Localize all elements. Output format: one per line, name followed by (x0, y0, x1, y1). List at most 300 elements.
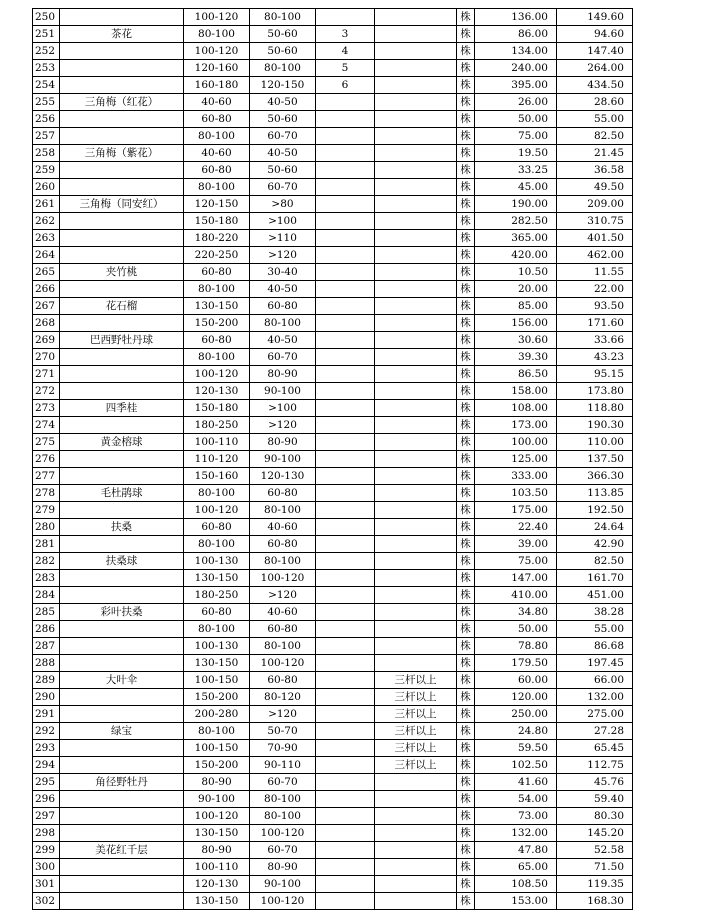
note-cell (375, 196, 457, 213)
height-cell: 130-150 (184, 298, 250, 315)
note-cell (375, 859, 457, 876)
crown-width-cell: 90-100 (250, 876, 316, 893)
price-with-tax-cell: 173.80 (557, 383, 633, 400)
plant-name-cell: 美花红千层 (60, 842, 184, 859)
table-row (33, 774, 633, 791)
crown-width-cell: 60-80 (250, 621, 316, 638)
table-row (33, 519, 633, 536)
crown-width-cell: 30-40 (250, 264, 316, 281)
plant-name-cell (60, 162, 184, 179)
crown-width-cell: 50-60 (250, 26, 316, 43)
plant-name-cell (60, 740, 184, 757)
row-number-cell: 271 (33, 366, 60, 383)
height-cell: 60-80 (184, 604, 250, 621)
grade-cell (316, 876, 375, 893)
note-cell (375, 502, 457, 519)
height-cell: 200-280 (184, 706, 250, 723)
price-cell: 85.00 (475, 298, 557, 315)
price-cell: 73.00 (475, 808, 557, 825)
unit-cell: 株 (457, 366, 475, 383)
unit-cell: 株 (457, 247, 475, 264)
price-cell: 60.00 (475, 672, 557, 689)
unit-cell: 株 (457, 604, 475, 621)
row-number-cell: 261 (33, 196, 60, 213)
price-cell: 134.00 (475, 43, 557, 60)
price-with-tax-cell: 149.60 (557, 9, 633, 26)
unit-cell: 株 (457, 417, 475, 434)
crown-width-cell: 40-50 (250, 281, 316, 298)
price-cell: 20.00 (475, 281, 557, 298)
grade-cell (316, 604, 375, 621)
height-cell: 120-130 (184, 383, 250, 400)
note-cell (375, 162, 457, 179)
plant-name-cell (60, 689, 184, 706)
grade-cell (316, 791, 375, 808)
row-number-cell: 302 (33, 893, 60, 910)
grade-cell (316, 332, 375, 349)
price-with-tax-cell: 190.30 (557, 417, 633, 434)
unit-cell: 株 (457, 264, 475, 281)
note-cell (375, 485, 457, 502)
grade-cell (316, 366, 375, 383)
plant-name-cell: 大叶伞 (60, 672, 184, 689)
row-number-cell: 268 (33, 315, 60, 332)
grade-cell (316, 553, 375, 570)
crown-width-cell: 60-80 (250, 485, 316, 502)
price-with-tax-cell: 147.40 (557, 43, 633, 60)
plant-name-cell (60, 706, 184, 723)
height-cell: 110-120 (184, 451, 250, 468)
grade-cell (316, 94, 375, 111)
crown-width-cell: >120 (250, 247, 316, 264)
grade-cell (316, 893, 375, 910)
row-number-cell: 284 (33, 587, 60, 604)
price-with-tax-cell: 80.30 (557, 808, 633, 825)
table-row (33, 230, 633, 247)
crown-width-cell: 60-80 (250, 536, 316, 553)
grade-cell (316, 859, 375, 876)
price-with-tax-cell: 71.50 (557, 859, 633, 876)
unit-cell: 株 (457, 383, 475, 400)
price-cell: 54.00 (475, 791, 557, 808)
grade-cell (316, 315, 375, 332)
table-row (33, 247, 633, 264)
unit-cell: 株 (457, 774, 475, 791)
note-cell (375, 451, 457, 468)
plant-name-cell (60, 111, 184, 128)
price-cell: 282.50 (475, 213, 557, 230)
crown-width-cell: 90-110 (250, 757, 316, 774)
unit-cell: 株 (457, 43, 475, 60)
table-row (33, 536, 633, 553)
table-row (33, 553, 633, 570)
table-row (33, 26, 633, 43)
height-cell: 120-160 (184, 60, 250, 77)
unit-cell: 株 (457, 893, 475, 910)
price-with-tax-cell: 192.50 (557, 502, 633, 519)
price-cell: 158.00 (475, 383, 557, 400)
unit-cell: 株 (457, 9, 475, 26)
grade-cell (316, 774, 375, 791)
table-row (33, 689, 633, 706)
unit-cell: 株 (457, 842, 475, 859)
row-number-cell: 291 (33, 706, 60, 723)
row-number-cell: 301 (33, 876, 60, 893)
table-row (33, 196, 633, 213)
row-number-cell: 295 (33, 774, 60, 791)
crown-width-cell: >120 (250, 587, 316, 604)
crown-width-cell: 80-90 (250, 366, 316, 383)
grade-cell (316, 825, 375, 842)
table-row (33, 383, 633, 400)
table-row (33, 621, 633, 638)
row-number-cell: 294 (33, 757, 60, 774)
price-cell: 175.00 (475, 502, 557, 519)
price-with-tax-cell: 113.85 (557, 485, 633, 502)
table-row (33, 162, 633, 179)
price-cell: 41.60 (475, 774, 557, 791)
note-cell (375, 553, 457, 570)
plant-name-cell (60, 60, 184, 77)
plant-name-cell: 四季桂 (60, 400, 184, 417)
grade-cell (316, 570, 375, 587)
row-number-cell: 300 (33, 859, 60, 876)
plant-name-cell: 毛杜鹃球 (60, 485, 184, 502)
plant-name-cell (60, 570, 184, 587)
plant-name-cell (60, 791, 184, 808)
price-with-tax-cell: 264.00 (557, 60, 633, 77)
note-cell (375, 774, 457, 791)
table-row (33, 451, 633, 468)
plant-name-cell: 巴西野牡丹球 (60, 332, 184, 349)
unit-cell: 株 (457, 94, 475, 111)
table-row (33, 485, 633, 502)
plant-name-cell (60, 893, 184, 910)
plant-name-cell (60, 536, 184, 553)
grade-cell (316, 162, 375, 179)
table-row (33, 825, 633, 842)
row-number-cell: 255 (33, 94, 60, 111)
price-cell: 75.00 (475, 128, 557, 145)
table-row (33, 43, 633, 60)
table-row (33, 842, 633, 859)
unit-cell: 株 (457, 587, 475, 604)
price-cell: 86.00 (475, 26, 557, 43)
note-cell (375, 349, 457, 366)
row-number-cell: 297 (33, 808, 60, 825)
height-cell: 40-60 (184, 145, 250, 162)
note-cell (375, 9, 457, 26)
price-cell: 240.00 (475, 60, 557, 77)
crown-width-cell: 50-60 (250, 43, 316, 60)
grade-cell (316, 417, 375, 434)
plant-name-cell (60, 808, 184, 825)
unit-cell: 株 (457, 349, 475, 366)
row-number-cell: 270 (33, 349, 60, 366)
price-with-tax-cell: 132.00 (557, 689, 633, 706)
row-number-cell: 267 (33, 298, 60, 315)
plant-name-cell (60, 213, 184, 230)
crown-width-cell: 60-70 (250, 179, 316, 196)
plant-name-cell: 夹竹桃 (60, 264, 184, 281)
grade-cell (316, 621, 375, 638)
crown-width-cell: >80 (250, 196, 316, 213)
crown-width-cell: 80-100 (250, 502, 316, 519)
unit-cell: 株 (457, 77, 475, 94)
height-cell: 180-250 (184, 587, 250, 604)
grade-cell (316, 281, 375, 298)
note-cell (375, 128, 457, 145)
price-cell: 420.00 (475, 247, 557, 264)
grade-cell: 5 (316, 60, 375, 77)
unit-cell: 株 (457, 553, 475, 570)
unit-cell: 株 (457, 621, 475, 638)
note-cell (375, 808, 457, 825)
price-with-tax-cell: 36.58 (557, 162, 633, 179)
price-cell: 24.80 (475, 723, 557, 740)
plant-name-cell (60, 876, 184, 893)
unit-cell: 株 (457, 757, 475, 774)
price-with-tax-cell: 197.45 (557, 655, 633, 672)
crown-width-cell: 80-100 (250, 808, 316, 825)
crown-width-cell: 70-90 (250, 740, 316, 757)
crown-width-cell: 40-60 (250, 604, 316, 621)
grade-cell (316, 638, 375, 655)
plant-name-cell (60, 655, 184, 672)
price-with-tax-cell: 22.00 (557, 281, 633, 298)
height-cell: 100-150 (184, 672, 250, 689)
price-cell: 45.00 (475, 179, 557, 196)
table-row (33, 859, 633, 876)
crown-width-cell: 60-80 (250, 298, 316, 315)
price-cell: 410.00 (475, 587, 557, 604)
row-number-cell: 289 (33, 672, 60, 689)
price-cell: 156.00 (475, 315, 557, 332)
plant-name-cell: 三角梅（红花） (60, 94, 184, 111)
plant-name-cell: 三角梅（同安红） (60, 196, 184, 213)
row-number-cell: 254 (33, 77, 60, 94)
plant-name-cell (60, 128, 184, 145)
price-cell: 75.00 (475, 553, 557, 570)
note-cell (375, 111, 457, 128)
crown-width-cell: 40-50 (250, 145, 316, 162)
price-cell: 78.80 (475, 638, 557, 655)
note-cell: 三杆以上 (375, 740, 457, 757)
grade-cell (316, 723, 375, 740)
unit-cell: 株 (457, 502, 475, 519)
grade-cell (316, 502, 375, 519)
row-number-cell: 296 (33, 791, 60, 808)
row-number-cell: 264 (33, 247, 60, 264)
table-row (33, 349, 633, 366)
row-number-cell: 299 (33, 842, 60, 859)
crown-width-cell: >120 (250, 417, 316, 434)
unit-cell: 株 (457, 485, 475, 502)
note-cell (375, 791, 457, 808)
table-row (33, 604, 633, 621)
price-cell: 395.00 (475, 77, 557, 94)
table-row (33, 502, 633, 519)
row-number-cell: 293 (33, 740, 60, 757)
price-cell: 136.00 (475, 9, 557, 26)
note-cell (375, 179, 457, 196)
height-cell: 80-100 (184, 621, 250, 638)
price-with-tax-cell: 310.75 (557, 213, 633, 230)
grade-cell (316, 383, 375, 400)
price-with-tax-cell: 110.00 (557, 434, 633, 451)
grade-cell: 3 (316, 26, 375, 43)
row-number-cell: 292 (33, 723, 60, 740)
unit-cell: 株 (457, 876, 475, 893)
price-cell: 30.60 (475, 332, 557, 349)
price-cell: 47.80 (475, 842, 557, 859)
height-cell: 80-100 (184, 536, 250, 553)
grade-cell (316, 196, 375, 213)
note-cell (375, 145, 457, 162)
height-cell: 150-200 (184, 757, 250, 774)
price-table (32, 8, 633, 910)
note-cell: 三杆以上 (375, 706, 457, 723)
price-with-tax-cell: 434.50 (557, 77, 633, 94)
height-cell: 100-130 (184, 553, 250, 570)
price-with-tax-cell: 451.00 (557, 587, 633, 604)
unit-cell: 株 (457, 111, 475, 128)
table-row (33, 638, 633, 655)
crown-width-cell: 60-70 (250, 349, 316, 366)
row-number-cell: 290 (33, 689, 60, 706)
crown-width-cell: 60-80 (250, 672, 316, 689)
plant-name-cell (60, 468, 184, 485)
crown-width-cell: 80-100 (250, 60, 316, 77)
note-cell (375, 638, 457, 655)
height-cell: 120-150 (184, 196, 250, 213)
note-cell (375, 230, 457, 247)
height-cell: 150-200 (184, 315, 250, 332)
row-number-cell: 285 (33, 604, 60, 621)
grade-cell (316, 145, 375, 162)
price-with-tax-cell: 38.28 (557, 604, 633, 621)
row-number-cell: 262 (33, 213, 60, 230)
price-with-tax-cell: 27.28 (557, 723, 633, 740)
plant-name-cell: 绿宝 (60, 723, 184, 740)
price-cell: 50.00 (475, 621, 557, 638)
crown-width-cell: 60-70 (250, 774, 316, 791)
note-cell (375, 298, 457, 315)
crown-width-cell: 80-90 (250, 434, 316, 451)
crown-width-cell: 80-100 (250, 553, 316, 570)
price-cell: 125.00 (475, 451, 557, 468)
plant-name-cell: 三角梅（紫花） (60, 145, 184, 162)
height-cell: 60-80 (184, 332, 250, 349)
table-row (33, 723, 633, 740)
plant-name-cell (60, 349, 184, 366)
note-cell (375, 383, 457, 400)
row-number-cell: 266 (33, 281, 60, 298)
crown-width-cell: 60-70 (250, 842, 316, 859)
unit-cell: 株 (457, 791, 475, 808)
plant-name-cell (60, 315, 184, 332)
height-cell: 60-80 (184, 519, 250, 536)
plant-name-cell: 扶桑 (60, 519, 184, 536)
height-cell: 100-120 (184, 9, 250, 26)
price-with-tax-cell: 161.70 (557, 570, 633, 587)
price-with-tax-cell: 119.35 (557, 876, 633, 893)
grade-cell (316, 485, 375, 502)
row-number-cell: 251 (33, 26, 60, 43)
table-row (33, 281, 633, 298)
row-number-cell: 280 (33, 519, 60, 536)
unit-cell: 株 (457, 26, 475, 43)
height-cell: 100-150 (184, 740, 250, 757)
note-cell (375, 43, 457, 60)
crown-width-cell: 40-60 (250, 519, 316, 536)
plant-name-cell (60, 366, 184, 383)
plant-name-cell (60, 281, 184, 298)
row-number-cell: 263 (33, 230, 60, 247)
price-cell: 102.50 (475, 757, 557, 774)
height-cell: 60-80 (184, 264, 250, 281)
table-row (33, 808, 633, 825)
note-cell (375, 604, 457, 621)
crown-width-cell: 80-120 (250, 689, 316, 706)
crown-width-cell: 90-100 (250, 451, 316, 468)
plant-name-cell (60, 587, 184, 604)
price-cell: 190.00 (475, 196, 557, 213)
table-row (33, 94, 633, 111)
price-with-tax-cell: 171.60 (557, 315, 633, 332)
height-cell: 90-100 (184, 791, 250, 808)
grade-cell: 4 (316, 43, 375, 60)
grade-cell (316, 468, 375, 485)
price-cell: 39.30 (475, 349, 557, 366)
price-with-tax-cell: 66.00 (557, 672, 633, 689)
crown-width-cell: 50-60 (250, 111, 316, 128)
grade-cell (316, 298, 375, 315)
price-cell: 33.25 (475, 162, 557, 179)
price-with-tax-cell: 93.50 (557, 298, 633, 315)
crown-width-cell: 80-100 (250, 315, 316, 332)
price-cell: 34.80 (475, 604, 557, 621)
crown-width-cell: 100-120 (250, 825, 316, 842)
note-cell (375, 655, 457, 672)
note-cell (375, 434, 457, 451)
table-row (33, 366, 633, 383)
grade-cell (316, 842, 375, 859)
grade-cell (316, 689, 375, 706)
plant-name-cell (60, 757, 184, 774)
grade-cell (316, 706, 375, 723)
height-cell: 180-250 (184, 417, 250, 434)
price-with-tax-cell: 65.45 (557, 740, 633, 757)
crown-width-cell: >110 (250, 230, 316, 247)
grade-cell (316, 808, 375, 825)
table-row (33, 9, 633, 26)
price-with-tax-cell: 145.20 (557, 825, 633, 842)
unit-cell: 株 (457, 689, 475, 706)
table-row (33, 60, 633, 77)
price-cell: 50.00 (475, 111, 557, 128)
note-cell (375, 315, 457, 332)
note-cell: 三杆以上 (375, 723, 457, 740)
unit-cell: 株 (457, 468, 475, 485)
note-cell (375, 213, 457, 230)
plant-name-cell: 茶花 (60, 26, 184, 43)
note-cell (375, 94, 457, 111)
unit-cell: 株 (457, 230, 475, 247)
note-cell (375, 468, 457, 485)
table-row (33, 655, 633, 672)
price-with-tax-cell: 49.50 (557, 179, 633, 196)
